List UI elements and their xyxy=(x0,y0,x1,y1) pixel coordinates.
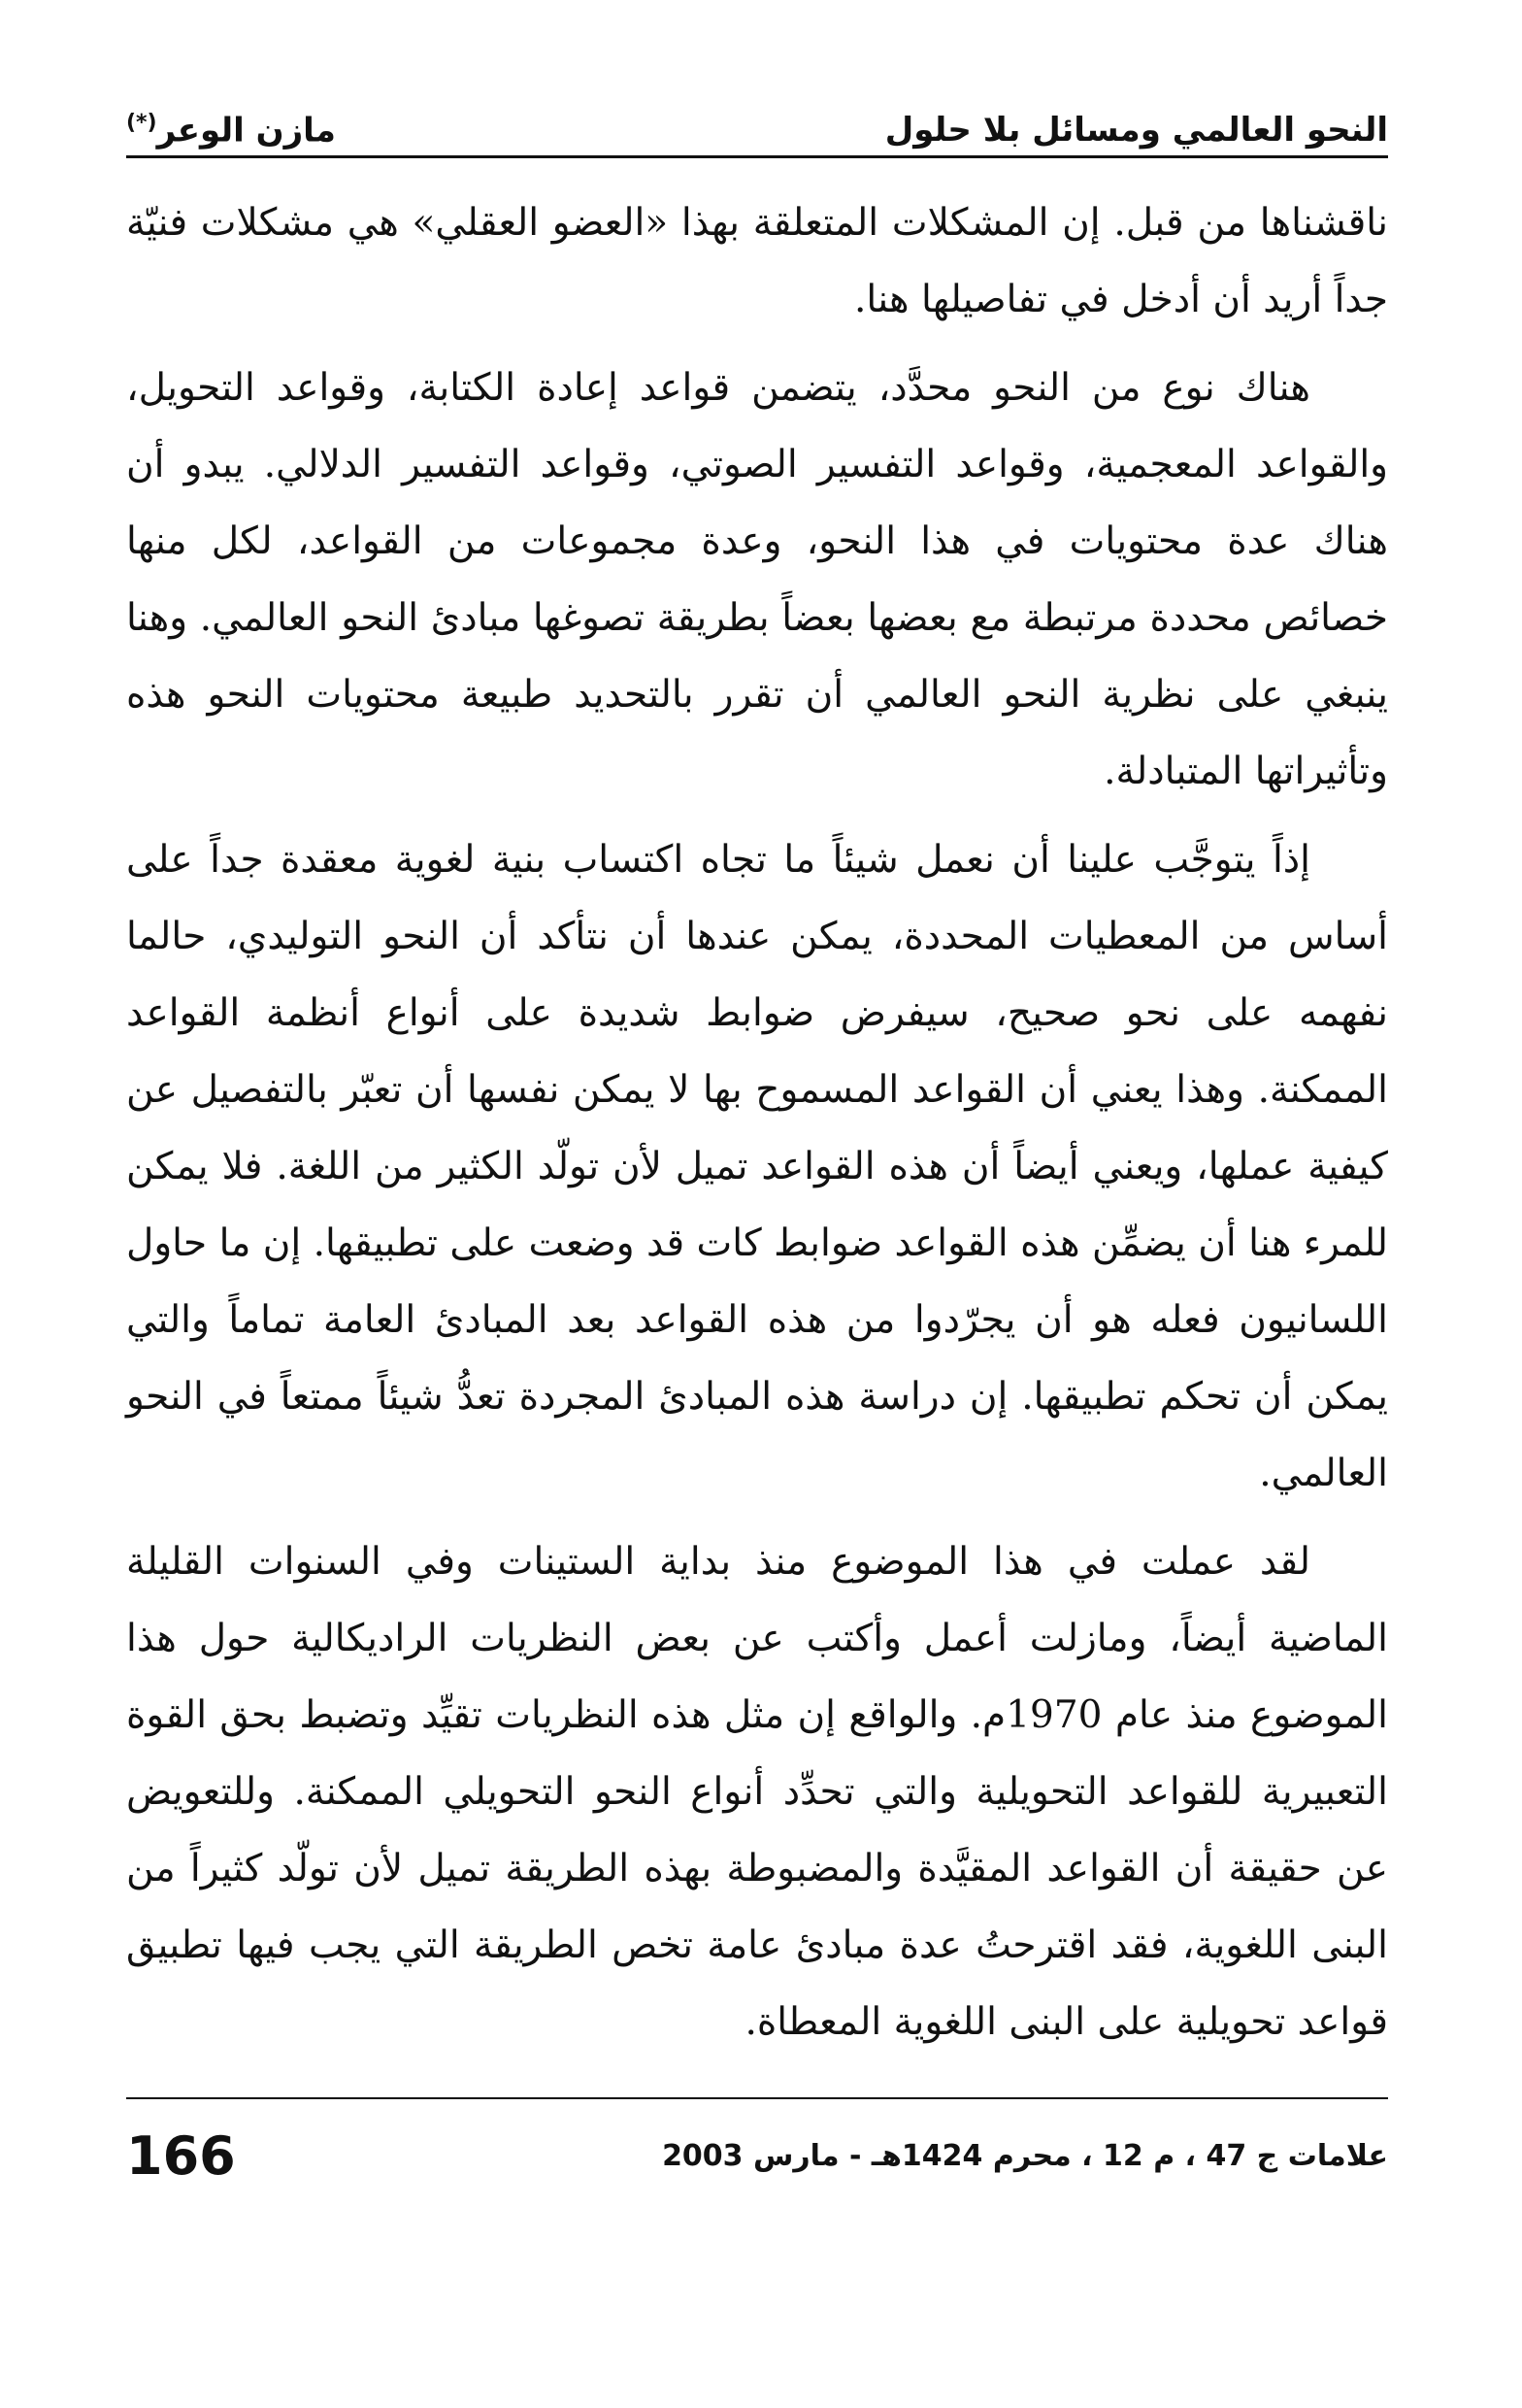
journal-citation: علامات ج 47 ، م 12 ، محرم 1424هـ - مارس 2003 xyxy=(662,2138,1388,2173)
author-label: مازن الوعر xyxy=(156,111,336,150)
paragraph-2: هناك نوع من النحو محدَّد، يتضمن قواعد إعادة الكتابة، وقواعد التحويل، والقواعد المعجمية، وقواعد التفسير الصوتي، وقواعد التفسير الدلالي. يبدو أن هناك عدة محتويات في هذا النحو، وعدة مجموعات من القواعد، لكل منها خصائص محددة مرتبطة مع بعضها بعضاً بطريقة تصوغها مبادئ النحو العالمي. وهنا ينبغي على نظرية النحو العالمي أن تقرر بالتحديد طبيعة محتويات النحو هذه وتأثيراتها المتبادلة. xyxy=(126,366,1388,793)
article-body xyxy=(126,184,1388,2072)
running-header xyxy=(126,83,1388,150)
page-footer xyxy=(126,2122,1388,2190)
page-number: 166 xyxy=(126,2124,236,2187)
author-footnote-mark: (*) xyxy=(126,110,157,135)
paragraph-4: لقد عملت في هذا الموضوع منذ بداية الستينات وفي السنوات القليلة الماضية أيضاً، ومازلت أعمل وأكتب عن بعض النظريات الراديكالية حول هذا الموضوع منذ عام 1970م. والواقع إن مثل هذه النظريات تقيِّد وتضبط بحق القوة التعبيرية للقواعد التحويلية والتي تحدِّد أنواع النحو التحويلي الممكنة. وللتعويض عن حقيقة أن القواعد المقيَّدة والمضبوطة بهذه الطريقة تميل لأن تولّد كثيراً من البنى اللغوية، فقد اقترحتُ عدة مبادئ عامة تخص الطريقة التي يجب فيها تطبيق قواعد تحويلية على البنى اللغوية المعطاة. xyxy=(126,1540,1388,2044)
document-page xyxy=(126,58,1388,2369)
running-title: النحو العالمي ومسائل بلا حلول xyxy=(884,111,1388,150)
header-rule xyxy=(126,155,1388,158)
paragraph-3: إذاً يتوجَّب علينا أن نعمل شيئاً ما تجاه اكتساب بنية لغوية معقدة جداً على أساس من المعطيات المحددة، يمكن عندها أن نتأكد أن النحو التوليدي، حالما نفهمه على نحو صحيح، سيفرض ضوابط شديدة على أنواع أنظمة القواعد الممكنة. وهذا يعني أن القواعد المسموح بها لا يمكن نفسها أن تعبّر بالتفصيل عن كيفية عملها، ويعني أيضاً أن هذه القواعد تميل لأن تولّد الكثير من اللغة. فلا يمكن للمرء هنا أن يضمِّن هذه القواعد ضوابط كات قد وضعت على تطبيقها. إن ما حاول اللسانيون فعله هو أن يجرّدوا من هذه القواعد بعد المبادئ العامة تماماً والتي يمكن أن تحكم تطبيقها. إن دراسة هذه المبادئ المجردة تعدُّ شيئاً ممتعاً في النحو العالمي. xyxy=(126,838,1388,1495)
footer-rule xyxy=(126,2097,1388,2099)
author-name xyxy=(126,111,336,150)
paragraph-1: ناقشناها من قبل. إن المشكلات المتعلقة بهذا «العضو العقلي» هي مشكلات فنيّة جداً أريد أن أدخل في تفاصيلها هنا. xyxy=(126,201,1388,321)
